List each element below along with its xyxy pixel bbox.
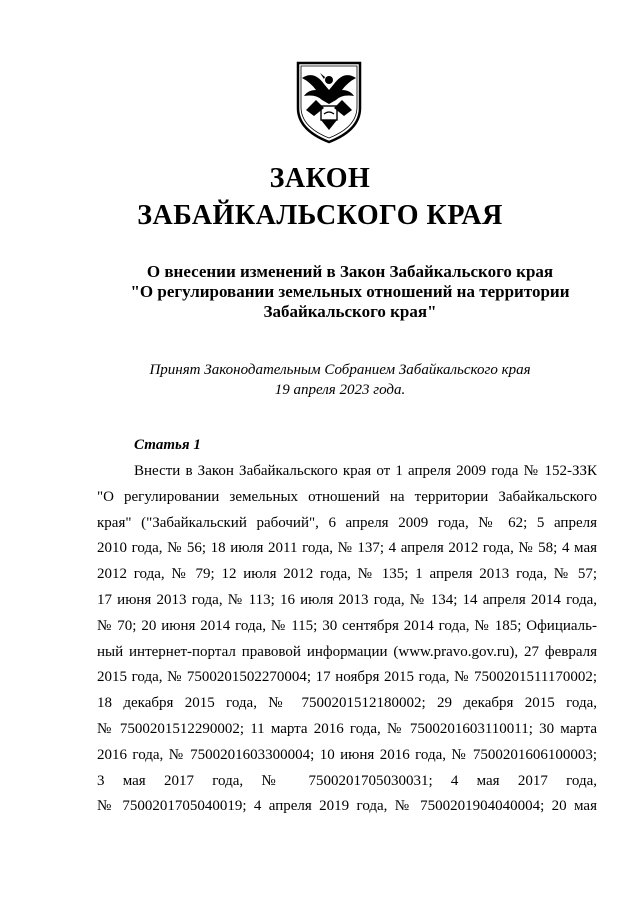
- article-heading: Статья 1: [134, 437, 201, 453]
- article-line: 17 июня 2013 года, № 113; 16 июля 2013 года, № 134; 14 апреля 2014 года,: [97, 591, 597, 608]
- article-line: края" ("Забайкальский рабочий", 6 апреля 2009 года, № 62; 5 апреля: [97, 514, 597, 531]
- article-line: 2010 года, № 56; 18 июля 2011 года, № 137; 4 апреля 2012 года, № 58; 4 мая: [97, 540, 597, 557]
- document-type-heading: ЗАКОН: [269, 163, 371, 194]
- article-line: № 70; 20 июня 2014 года, № 115; 30 сентября 2014 года, № 185; Официаль-: [97, 617, 597, 634]
- article-line: Внести в Закон Забайкальского края от 1 апреля 2009 года № 152-ЗЗК: [134, 463, 597, 479]
- article-line: 2015 года, № 7500201502270004; 17 ноября 2015 года, № 7500201511170002;: [97, 669, 597, 686]
- article-line: № 7500201705040019; 4 апреля 2019 года, № 7500201904040004; 20 мая: [97, 798, 597, 815]
- article-line: 18 декабря 2015 года, № 7500201512180002; 29 декабря 2015 года,: [97, 695, 597, 712]
- subject-line: "О регулировании земельных отношений на территории: [130, 282, 570, 301]
- article-line: 2016 года, № 7500201603300004; 10 июня 2016 года, № 7500201606100003;: [97, 746, 597, 763]
- article-line: 3 мая 2017 года, № 7500201705030031; 4 мая 2017 года,: [97, 772, 597, 789]
- region-heading: ЗАБАЙКАЛЬСКОГО КРАЯ: [137, 200, 503, 231]
- subject-line: Забайкальского края": [263, 302, 437, 321]
- subject-line: О внесении изменений в Закон Забайкальского края: [146, 262, 554, 281]
- coat-of-arms-emblem: [294, 60, 364, 144]
- law-subject-title: [60, 262, 640, 322]
- adoption-note: [60, 360, 620, 400]
- article-line: ный интернет-портал правовой информации (www.pravo.gov.ru), 27 февраля: [97, 643, 597, 660]
- adoption-line: Принят Законодательным Собранием Забайкальского края: [149, 362, 531, 378]
- article-line: 2012 года, № 79; 12 июля 2012 года, № 135; 1 апреля 2013 года, № 57;: [97, 566, 597, 583]
- article-line: "О регулировании земельных отношений на территории Забайкальского: [97, 488, 597, 505]
- article-line: № 7500201512290002; 11 марта 2016 года, № 7500201603110011; 30 марта: [97, 720, 597, 737]
- article-body: [97, 459, 597, 820]
- adoption-date: 19 апреля 2023 года.: [274, 382, 406, 398]
